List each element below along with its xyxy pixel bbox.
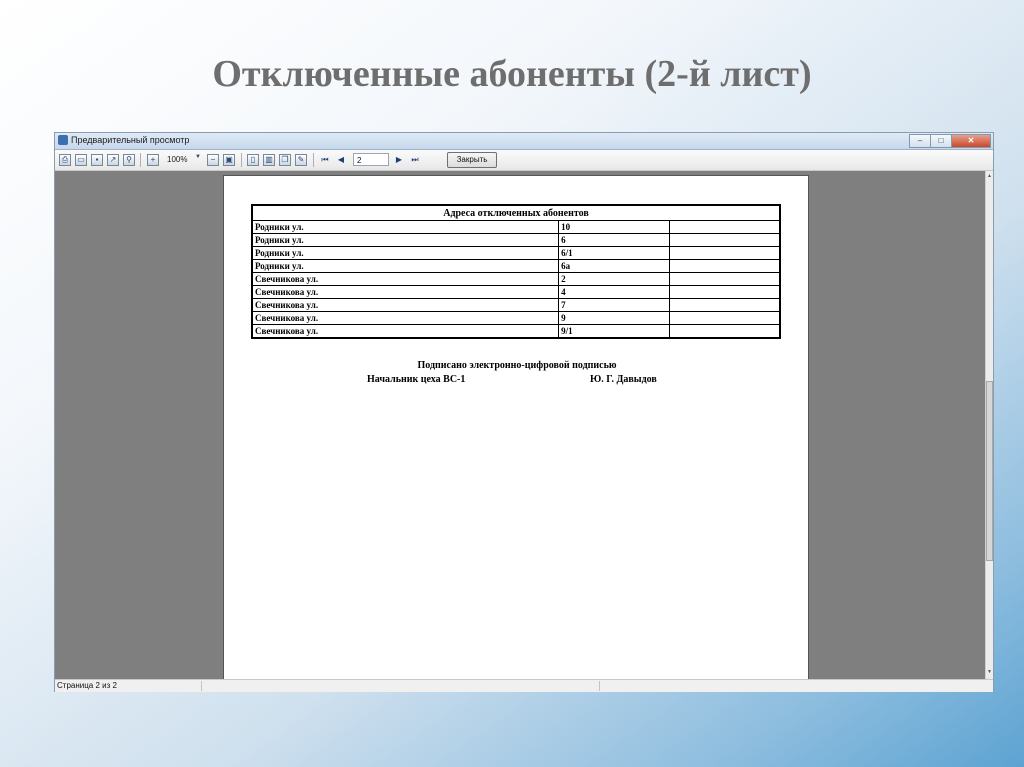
edit-icon[interactable]: ✎	[295, 154, 307, 166]
page-number-input[interactable]: 2	[353, 153, 389, 166]
signer-name: Ю. Г. Давыдов	[590, 374, 657, 385]
single-page-icon[interactable]: ▯	[247, 154, 259, 166]
table-row	[252, 247, 780, 260]
house-cell: 9/1	[559, 325, 669, 339]
extra-cell	[669, 312, 780, 325]
table-row	[252, 286, 780, 299]
preview-window	[54, 132, 994, 692]
open-icon[interactable]: ▭	[75, 154, 87, 166]
house-cell: 10	[559, 221, 669, 234]
signer-role: Начальник цеха ВС-1	[367, 374, 466, 385]
house-cell: 4	[559, 286, 669, 299]
street-cell: Родники ул.	[252, 247, 559, 260]
extra-cell	[669, 234, 780, 247]
preview-viewport[interactable]	[55, 171, 985, 679]
table-row	[252, 325, 780, 339]
page-status: Страница 2 из 2	[57, 681, 117, 690]
vertical-scrollbar[interactable]	[985, 171, 993, 679]
report-page	[223, 175, 809, 685]
zoom-out-icon[interactable]: −	[207, 154, 219, 166]
street-cell: Родники ул.	[252, 260, 559, 273]
extra-cell	[669, 221, 780, 234]
scroll-down-icon[interactable]: ▼	[987, 669, 992, 675]
extra-cell	[669, 325, 780, 339]
status-divider	[599, 681, 600, 691]
prev-page-button[interactable]: ◀	[337, 155, 345, 164]
find-icon[interactable]: ⚲	[123, 154, 135, 166]
scroll-up-icon[interactable]: ▲	[987, 173, 992, 179]
street-cell: Свечникова ул.	[252, 312, 559, 325]
status-bar	[55, 679, 993, 692]
street-cell: Свечникова ул.	[252, 286, 559, 299]
zoom-in-icon[interactable]: +	[147, 154, 159, 166]
window-titlebar[interactable]	[55, 133, 993, 150]
zoom-select[interactable]: 100%	[167, 155, 188, 164]
window-close-button[interactable]: ✕	[951, 134, 991, 148]
scrollbar-thumb[interactable]	[986, 381, 993, 561]
toolbar-separator	[241, 153, 242, 167]
extra-cell	[669, 273, 780, 286]
table-row	[252, 234, 780, 247]
table-row	[252, 312, 780, 325]
house-cell: 9	[559, 312, 669, 325]
preview-toolbar	[55, 150, 993, 171]
slide-title: Отключенные абоненты (2-й лист)	[212, 53, 812, 95]
status-divider	[201, 681, 202, 691]
first-page-button[interactable]: ⏮	[321, 155, 329, 164]
extra-cell	[669, 286, 780, 299]
street-cell: Свечникова ул.	[252, 325, 559, 339]
house-cell: 7	[559, 299, 669, 312]
table-row	[252, 273, 780, 286]
extra-cell	[669, 299, 780, 312]
house-cell: 6/1	[559, 247, 669, 260]
street-cell: Свечникова ул.	[252, 299, 559, 312]
last-page-button[interactable]: ⏭	[411, 155, 419, 164]
toolbar-separator	[140, 153, 141, 167]
table-row	[252, 260, 780, 273]
close-preview-button[interactable]: Закрыть	[447, 152, 497, 168]
window-controls	[910, 134, 991, 147]
signature-note: Подписано электронно-цифровой подписью	[417, 360, 617, 371]
two-page-icon[interactable]: ▥	[263, 154, 275, 166]
street-cell: Свечникова ул.	[252, 273, 559, 286]
next-page-button[interactable]: ▶	[395, 155, 403, 164]
addresses-table	[251, 204, 781, 339]
table-row	[252, 299, 780, 312]
bookmark-icon[interactable]: ❐	[279, 154, 291, 166]
export-icon[interactable]: ↗	[107, 154, 119, 166]
house-cell: 6а	[559, 260, 669, 273]
save-icon[interactable]: ▪	[91, 154, 103, 166]
extra-cell	[669, 247, 780, 260]
toolbar-separator	[313, 153, 314, 167]
house-cell: 2	[559, 273, 669, 286]
print-icon[interactable]: ⎙	[59, 154, 71, 166]
street-cell: Родники ул.	[252, 234, 559, 247]
chevron-down-icon[interactable]: ▼	[195, 154, 201, 160]
extra-cell	[669, 260, 780, 273]
house-cell: 6	[559, 234, 669, 247]
window-title: Предварительный просмотр	[71, 135, 190, 145]
street-cell: Родники ул.	[252, 221, 559, 234]
fit-page-icon[interactable]: ▣	[223, 154, 235, 166]
table-title: Адреса отключенных абонентов	[252, 205, 780, 221]
minimize-button[interactable]: –	[909, 134, 931, 148]
app-icon	[58, 135, 68, 145]
table-row	[252, 221, 780, 234]
maximize-button[interactable]: □	[930, 134, 952, 148]
